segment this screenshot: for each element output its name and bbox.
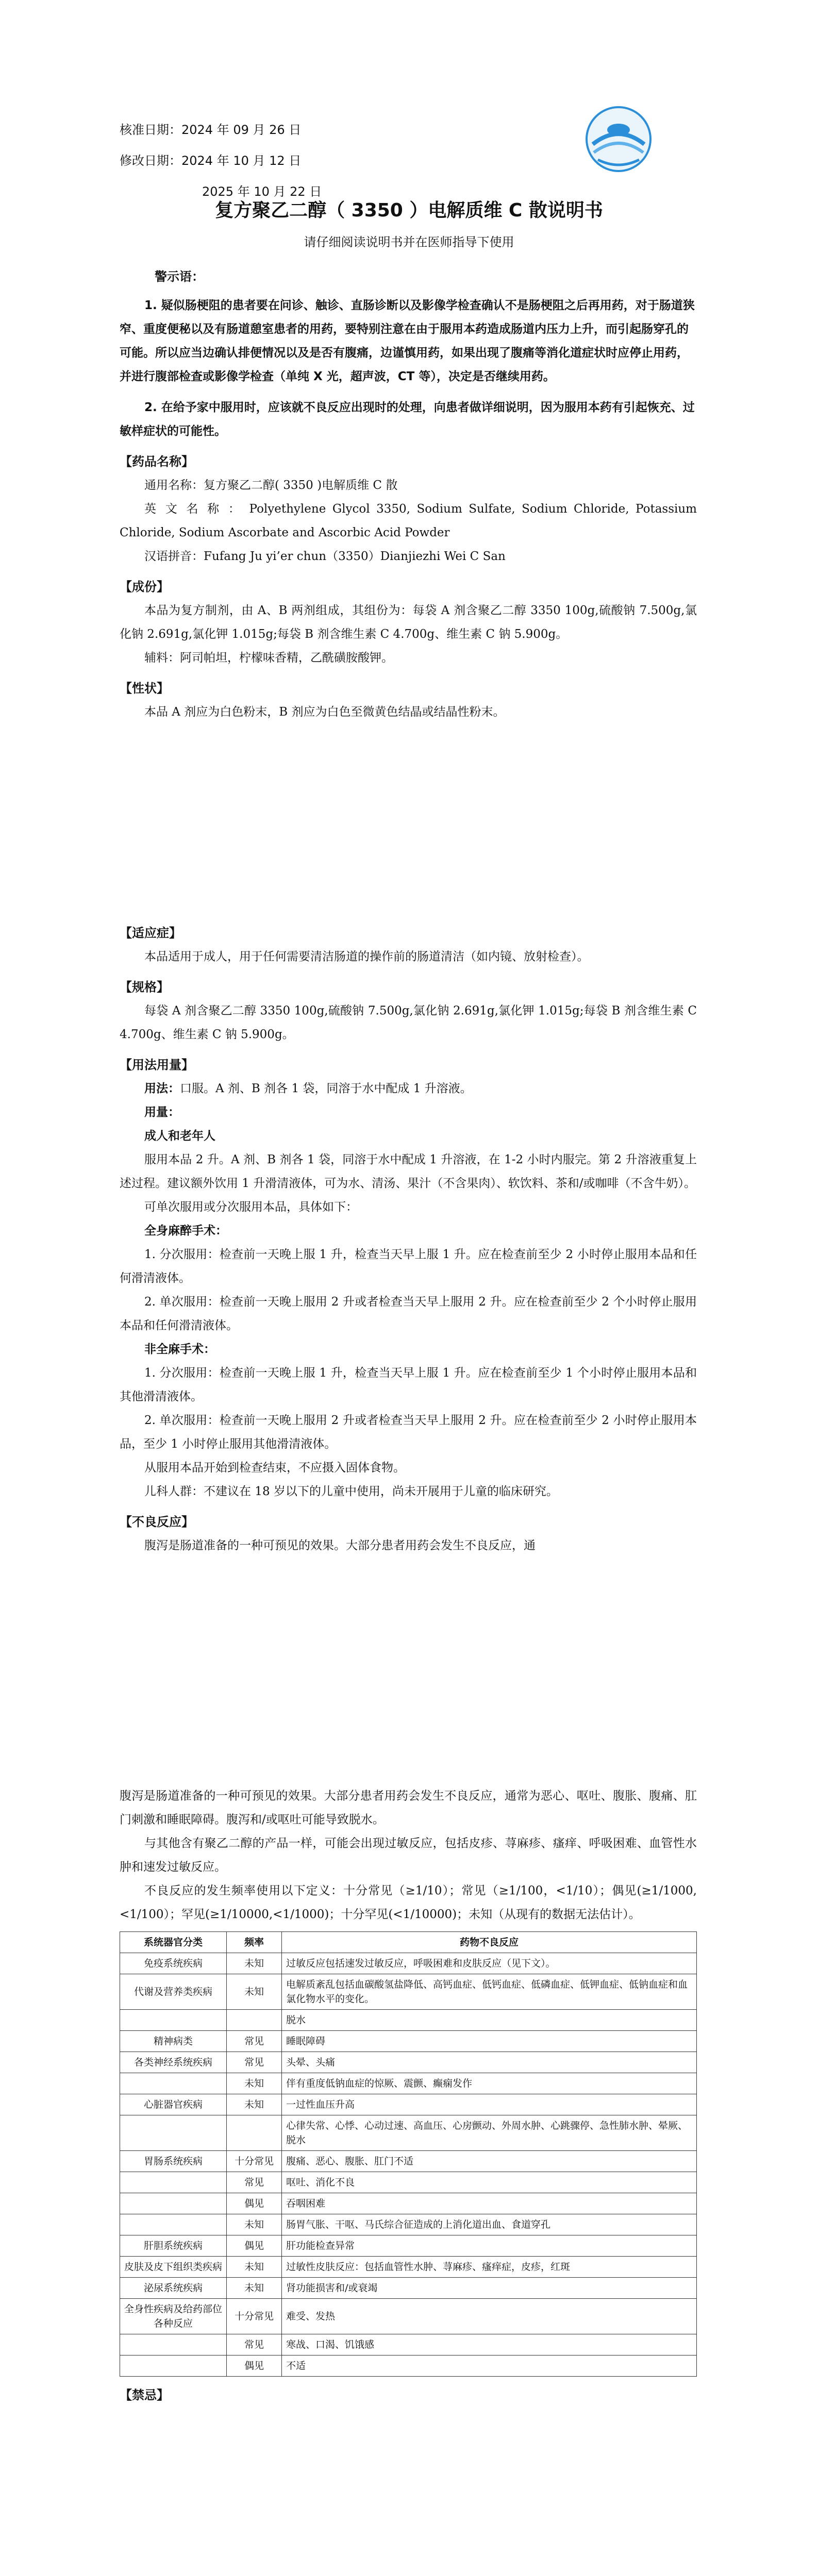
excipients-text: 辅料：阿司帕坦，柠檬味香精，乙酰磺胺酸钾。 [144,651,393,665]
reaction-cell: 寒战、口渴、饥饿感 [282,2334,697,2355]
section-heading-spec: 【规格】 [120,980,169,994]
organ-class-cell: 精神病类 [120,2031,227,2052]
frequency-cell: 未知 [227,2278,282,2299]
page-title: 复方聚乙二醇（ 3350 ）电解质维 C 散说明书 [215,200,603,221]
organ-class-cell [120,2010,227,2031]
spec-text: 每袋 A 剂含聚乙二醇 3350 100g,硫酸钠 7.500g,氯化钠 2.691g,氯化钾 1.015g;每袋 B 剂含维生素 C 4.700g、维生素 C 钠 5.900g。 [120,1004,697,1041]
reaction-cell: 一过性血压升高 [282,2094,697,2115]
organ-class-cell [120,2073,227,2094]
pinyin-name: 汉语拼音：Fufang Ju yi’er chun（3350）Dianjiezhi Wei C San [144,550,506,563]
organ-class-cell [120,2355,227,2377]
table-row [120,2355,697,2377]
table-row [120,2214,697,2235]
reaction-cell: 脱水 [282,2010,697,2031]
table-row [120,1974,697,2010]
section-heading-dosage: 【用法用量】 [120,1058,194,1072]
table-row [120,2010,697,2031]
warning-heading: 警示语： [155,269,204,284]
organ-class-cell: 各类神经系统疾病 [120,2052,227,2073]
amount-label: 用量： [144,1106,180,1119]
organ-class-cell: 心脏器官疾病 [120,2094,227,2115]
dosage-item: 2. 单次服用：检查前一天晚上服用 2 升或者检查当天早上服用 2 升。应在检查前至少 2 个小时停止服用本品和任何滑清液体。 [120,1295,697,1332]
table-row [120,2235,697,2257]
table-header-row [120,1932,697,1953]
table-row [120,2334,697,2355]
section-heading-contraindications: 【禁忌】 [120,2388,169,2402]
full-anesthesia-label: 全身麻醉手术： [144,1224,227,1238]
section-heading-drug-name: 【药品名称】 [120,454,194,469]
table-row [120,2115,697,2151]
organ-class-cell: 胃肠系统疾病 [120,2151,227,2172]
frequency-cell: 未知 [227,1974,282,2010]
frequency-cell: 未知 [227,2073,282,2094]
usage-text: 口服。A 剂、B 剂各 1 袋，同溶于水中配成 1 升溶液。 [180,1082,472,1095]
adverse-paragraph-part: 腹泻是肠道准备的一种可预见的效果。大部分患者用药会发生不良反应，通 [144,1539,536,1552]
organ-class-cell: 皮肤及皮下组织类疾病 [120,2257,227,2278]
reaction-cell: 过敏反应包括速发过敏反应，呼吸困难和皮肤反应（见下文）。 [282,1953,697,1974]
reaction-cell: 肝功能检查异常 [282,2235,697,2257]
regulator-logo-icon [582,103,655,175]
organ-class-cell: 肝胆系统疾病 [120,2235,227,2257]
frequency-cell: 常见 [227,2031,282,2052]
blank-space [120,1557,697,1784]
frequency-cell: 偶见 [227,2355,282,2377]
table-row [120,2172,697,2193]
section-heading-indication: 【适应症】 [120,926,181,940]
frequency-cell: 常见 [227,2052,282,2073]
table-row [120,2031,697,2052]
warning-item: 2. 在给予家中服用时，应该就不良反应出现时的处理，向患者做详细说明，因为服用本药有引起恢充、过敏样症状的可能性。 [120,401,695,438]
usage-label: 用法： [144,1082,180,1095]
frequency-cell: 偶见 [227,2235,282,2257]
adult-label: 成人和老年人 [144,1129,215,1143]
reaction-cell: 腹痛、恶心、腹胀、肛门不适 [282,2151,697,2172]
composition-text: 本品为复方制剂，由 A、B 两剂组成，其组份为：每袋 A 剂含聚乙二醇 3350 100g,硫酸钠 7.500g,氯化钠 2.691g,氯化钾 1.015g;每袋 B 剂含维生素 C 4.700g、维生素 C 钠 5.900g。 [120,604,697,641]
reaction-cell: 难受、发热 [282,2299,697,2334]
dosage-item: 1. 分次服用：检查前一天晚上服 1 升，检查当天早上服 1 升。应在检查前至少 2 小时停止服用本品和任何滑清液体。 [120,1248,697,1285]
table-row [120,1953,697,1974]
dosage-paragraph: 从服用本品开始到检查结束，不应摄入固体食物。 [144,1461,405,1475]
non-full-anesthesia-label: 非全麻手术： [144,1343,215,1356]
table-header: 药物不良反应 [282,1932,697,1953]
table-header: 系统器官分类 [120,1932,227,1953]
blank-space [120,724,697,914]
organ-class-cell: 免疫系统疾病 [120,1953,227,1974]
section-heading-composition: 【成份】 [120,580,169,594]
date-block [120,114,322,207]
adverse-reaction-table [120,1931,697,2377]
organ-class-cell: 泌尿系统疾病 [120,2278,227,2299]
english-name: 英 文 名 称 ： Polyethylene Glycol 3350, Sodium Sulfate, Sodium Chloride, Potassium Chloride, Sodium Ascorbate and Ascorbic Acid Powder [120,502,697,539]
dosage-item: 1. 分次服用：检查前一天晚上服 1 升，检查当天早上服 1 升。应在检查前至少 1 个小时停止服用本品和其他滑清液体。 [120,1366,697,1403]
organ-class-cell [120,2334,227,2355]
reaction-cell: 过敏性皮肤反应：包括血管性水肿、荨麻疹、瘙痒症，皮疹，红斑 [282,2257,697,2278]
organ-class-cell [120,2115,227,2151]
table-row [120,2278,697,2299]
dosage-paragraph: 儿科人群：不建议在 18 岁以下的儿童中使用，尚未开展用于儿童的临床研究。 [144,1485,558,1498]
table-row [120,2151,697,2172]
frequency-cell [227,2115,282,2151]
reaction-cell: 电解质紊乱包括血碳酸氢盐降低、高钙血症、低钙血症、低磷血症、低钾血症、低钠血症和血氯化物水平的变化。 [282,1974,697,2010]
reaction-cell: 肠胃气胀、干呕、马氏综合征造成的上消化道出血、食道穿孔 [282,2214,697,2235]
reaction-cell: 呕吐、消化不良 [282,2172,697,2193]
table-row [120,2193,697,2214]
dosage-paragraph: 可单次服用或分次服用本品，具体如下： [144,1200,358,1214]
leaflet-content [120,255,697,2407]
warning-item: 1. 疑似肠梗阻的患者要在问诊、触诊、直肠诊断以及影像学检查确认不是肠梗阻之后再用药，对于肠道狭窄、重度便秘以及有肠道憩室患者的用药，要特别注意在由于服用本药造成肠道内压力上升，而引起肠穿孔的可能。所以应当边确认排便情况以及是否有腹痛，边谨慎用药，如果出现了腹痛等消化道症状时应停止用药，并进行腹部检查或影像学检查（单纯 X 光，超声波，CT 等），决定是否继续用药。 [120,299,695,383]
dosage-item: 2. 单次服用：检查前一天晚上服用 2 升或者检查当天早上服用 2 升。应在检查前至少 2 小时停止服用本品，至少 1 小时停止服用其他滑清液体。 [120,1414,697,1451]
organ-class-cell: 代谢及营养类疾病 [120,1974,227,2010]
approval-date: 核准日期：2024 年 09 月 26 日 [120,123,302,137]
table-row [120,2073,697,2094]
reaction-cell: 吞咽困难 [282,2193,697,2214]
common-name: 通用名称：复方聚乙二醇( 3350 )电解质维 C 散 [144,479,398,492]
character-text: 本品 A 剂应为白色粉末，B 剂应为白色至微黄色结晶或结晶性粉末。 [144,705,505,719]
table-header: 频率 [227,1932,282,1953]
table-row [120,2299,697,2334]
frequency-cell: 常见 [227,2334,282,2355]
frequency-cell: 未知 [227,1953,282,1974]
organ-class-cell [120,2193,227,2214]
organ-class-cell: 全身性疾病及给药部位各种反应 [120,2299,227,2334]
usage-line [120,1077,697,1100]
frequency-cell [227,2010,282,2031]
table-row [120,2094,697,2115]
table-body [120,1953,697,2377]
frequency-cell: 未知 [227,2214,282,2235]
modify-date-2: 2025 年 10 月 22 日 [202,184,322,199]
section-heading-adverse: 【不良反应】 [120,1515,194,1529]
frequency-cell: 未知 [227,2094,282,2115]
reaction-cell: 伴有重度低钠血症的惊厥、震颤、癫痫发作 [282,2073,697,2094]
reaction-cell: 睡眠障碍 [282,2031,697,2052]
organ-class-cell [120,2214,227,2235]
organ-class-cell [120,2172,227,2193]
table-row [120,2257,697,2278]
frequency-cell: 偶见 [227,2193,282,2214]
reaction-cell: 肾功能损害和/或衰竭 [282,2278,697,2299]
reaction-cell: 心律失常、心悸、心动过速、高血压、心房颤动、外周水肿、心跳骤停、急性肺水肿、晕厥、脱水 [282,2115,697,2151]
dosage-paragraph: 服用本品 2 升。A 剂、B 剂各 1 袋，同溶于水中配成 1 升溶液，在 1-2 小时内服完。第 2 升溶液重复上述过程。建议额外饮用 1 升滑清液体，可为水、清汤、果汁（不含果肉）、软饮料、茶和/或咖啡（不含牛奶）。 [120,1153,697,1190]
reaction-cell: 头晕、头痛 [282,2052,697,2073]
frequency-cell: 十分常见 [227,2299,282,2334]
frequency-cell: 十分常见 [227,2151,282,2172]
frequency-cell: 未知 [227,2257,282,2278]
table-row [120,2052,697,2073]
modify-date: 修改日期：2024 年 10 月 12 日 [120,154,302,168]
section-heading-character: 【性状】 [120,681,169,696]
reaction-cell: 不适 [282,2355,697,2377]
frequency-cell: 常见 [227,2172,282,2193]
adverse-paragraph: 腹泻是肠道准备的一种可预见的效果。大部分患者用药会发生不良反应，通常为恶心、呕吐、腹胀、腹痛、肛门刺激和睡眠障碍。腹泻和/或呕吐可能导致脱水。 [120,1789,697,1826]
adverse-paragraph: 与其他含有聚乙二醇的产品一样，可能会出现过敏反应，包括皮疹、荨麻疹、瘙痒、呼吸困难、血管性水肿和速发过敏反应。 [120,1837,697,1874]
page-subtitle: 请仔细阅读说明书并在医师指导下使用 [304,235,514,249]
indication-text: 本品适用于成人，用于任何需要清洁肠道的操作前的肠道清洁（如内镜、放射检查）。 [144,950,589,963]
frequency-definition: 不良反应的发生频率使用以下定义：十分常见（≥1/10）；常见（≥1/100，<1/10）；偶见(≥1/1000,<1/100）；罕见(≥1/10000,<1/1000)；十分罕见(<1/10000)；未知（从现有的数据无法估计）。 [120,1884,697,1921]
